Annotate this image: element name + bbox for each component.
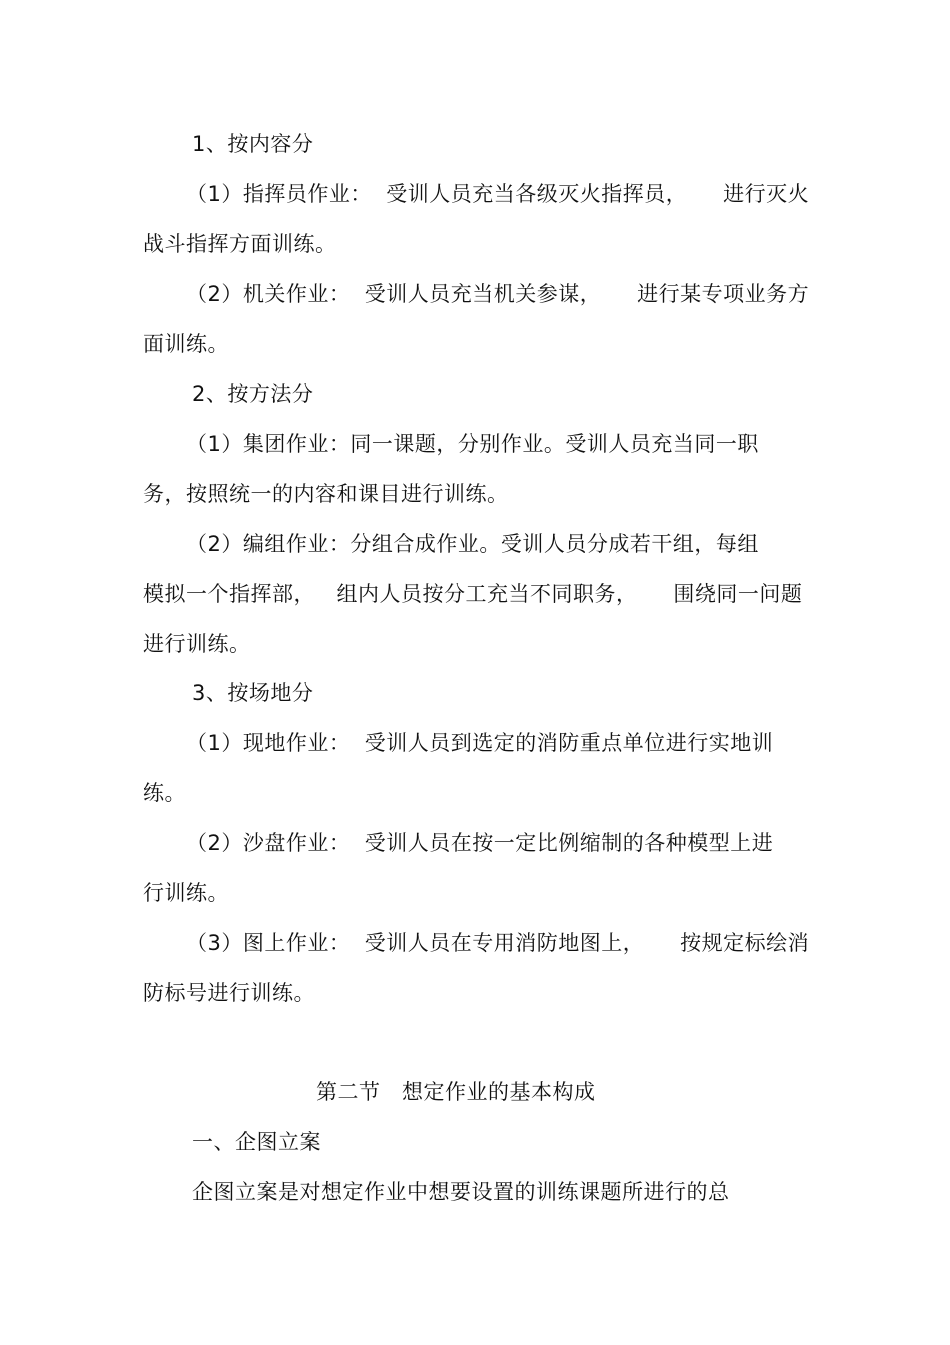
paragraph-line: 进行训练。 bbox=[143, 632, 251, 656]
paragraph-line: 务，按照统一的内容和课目进行训练。 bbox=[143, 482, 509, 506]
section-title: 第二节 想定作业的基本构成 bbox=[316, 1080, 596, 1104]
heading-by-venue: 3、按场地分 bbox=[192, 681, 314, 705]
paragraph-line: 企图立案是对想定作业中想要设置的训练课题所进行的总 bbox=[192, 1180, 730, 1204]
paragraph-line: 练。 bbox=[143, 781, 186, 805]
paragraph-line: 行训练。 bbox=[143, 881, 229, 905]
heading-by-content: 1、按内容分 bbox=[192, 132, 314, 156]
paragraph-line: 防标号进行训练。 bbox=[143, 981, 315, 1005]
paragraph-line: 模拟一个指挥部， 组内人员按分工充当不同职务， 围绕同一问题 bbox=[143, 582, 803, 606]
paragraph-line: 战斗指挥方面训练。 bbox=[143, 232, 337, 256]
paragraph-line: （3）图上作业： 受训人员在专用消防地图上， 按规定标绘消 bbox=[186, 931, 810, 955]
paragraph-line: （1）指挥员作业： 受训人员充当各级灭火指挥员， 进行灭火 bbox=[186, 182, 810, 206]
paragraph-line: （2）编组作业：分组合成作业。受训人员分成若干组，每组 bbox=[186, 532, 759, 556]
paragraph-line: （1）集团作业：同一课题，分别作业。受训人员充当同一职 bbox=[186, 432, 759, 456]
heading-by-method: 2、按方法分 bbox=[192, 382, 314, 406]
paragraph-line: （2）机关作业： 受训人员充当机关参谋， 进行某专项业务方 bbox=[186, 282, 810, 306]
paragraph-line: （2）沙盘作业： 受训人员在按一定比例缩制的各种模型上进 bbox=[186, 831, 774, 855]
paragraph-line: （1）现地作业： 受训人员到选定的消防重点单位进行实地训 bbox=[186, 731, 774, 755]
subheading: 一、企图立案 bbox=[192, 1130, 321, 1154]
paragraph-line: 面训练。 bbox=[143, 332, 229, 356]
